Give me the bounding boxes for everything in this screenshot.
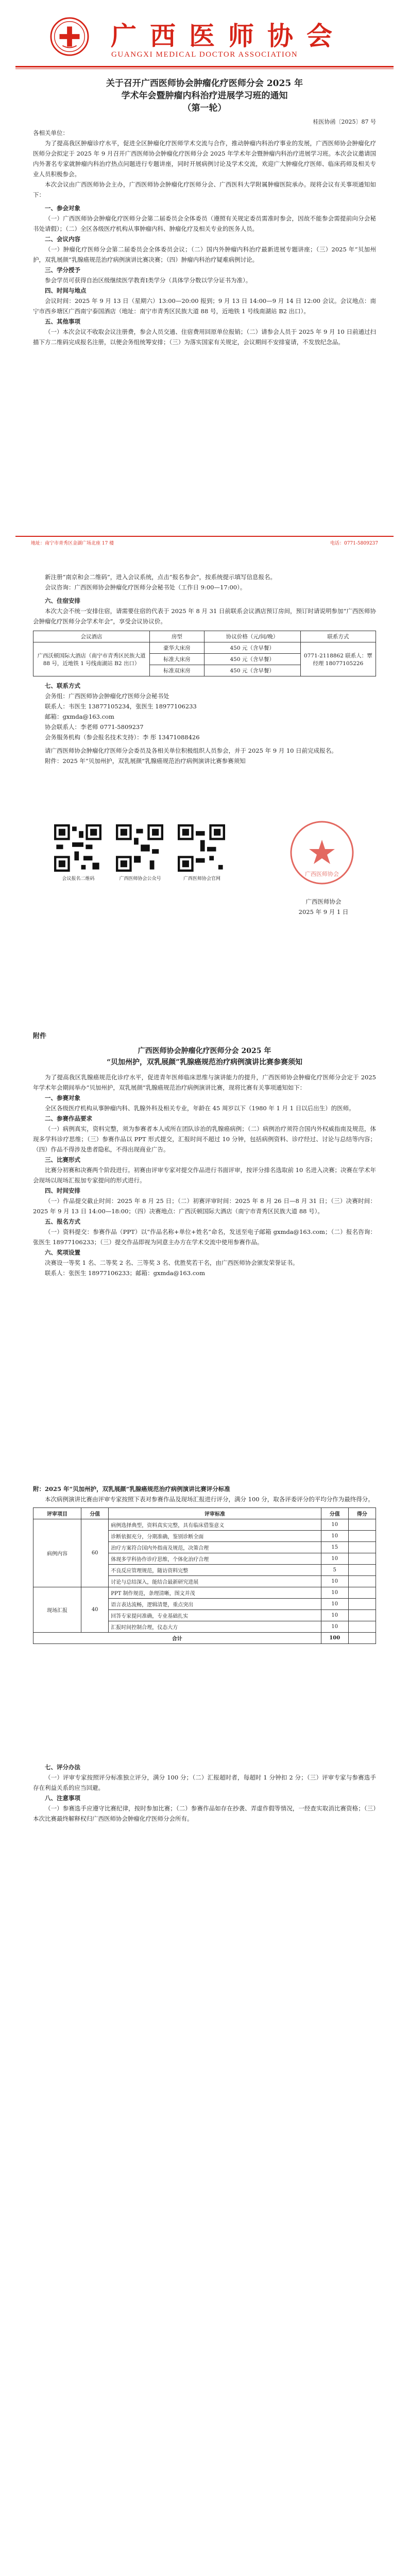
contact-line: 会务组：广西医师协会肿瘤化疗医师分会秘书处 bbox=[45, 692, 169, 700]
rubric-points: 10 bbox=[321, 1610, 348, 1621]
contact-line: 会务服务机构（参会报名技术支持）：李 彤 13471088426 bbox=[45, 734, 200, 741]
rubric-criterion: 治疗方案符合国内外指南及规范，决策合理 bbox=[109, 1542, 321, 1553]
association-logo-icon bbox=[49, 16, 90, 57]
qr-caption: 广西医师协会官网 bbox=[183, 876, 220, 882]
section-heading: 四、时间与地点 bbox=[45, 287, 87, 294]
signature-block bbox=[282, 896, 365, 917]
section-body: 参会学员可获得自治区级继续医学教育Ⅰ类学分（具体学分数以学分证书为准）。 bbox=[45, 277, 252, 284]
footer-phone: 电话：0771-5809237 bbox=[330, 541, 378, 546]
intro-paragraph: 为了提高我区肿瘤诊疗水平，促进全区肿瘤化疗医师学术交流与合作，推动肿瘤内科治疗事业的发展，广西医师协会肿瘤化疗医师分会拟定于 2025 年 9 月召开广西医师协会肿瘤化疗医师分会 2025 年学术年会暨肿瘤内科治疗进展学习班。本次会议邀请国内外著名专家就肿瘤内科治疗热点问题进行专题讲座，同时开展病例讨论及学术交流，欢迎广大肿瘤化疗医师、临床药师及相关专业人员积极参会。 bbox=[33, 140, 376, 178]
rubric-section bbox=[33, 1484, 376, 1644]
rubric-points: 15 bbox=[321, 1542, 348, 1553]
section-body: （一）肿瘤化疗医师分会第二届委员会全体委员会议；（二）国内外肿瘤内科治疗最新进展专题讲座；（三）2025 年“贝加州护，双乳展颜”乳腺癌规范治疗病例演讲比赛决赛；（四）肿瘤内科治疗疑难病例讨论。 bbox=[33, 246, 376, 263]
room-type-cell: 标准双床房 bbox=[150, 665, 204, 676]
rubric-title: 附：2025 年“贝加州护，双乳展颜”乳腺癌规范治疗病例演讲比赛评分标准 bbox=[33, 1485, 230, 1493]
scoring-table bbox=[33, 1507, 376, 1644]
intro-paragraph: 本次会议由广西医师协会主办，广西医师协会肿瘤化疗医师分会、广西医科大学附属肿瘤医院承办。现将会议有关事项通知如下： bbox=[33, 181, 376, 198]
signature-date: 2025 年 9 月 1 日 bbox=[298, 908, 349, 916]
rubric-points: 10 bbox=[321, 1519, 348, 1531]
rubric-criterion: 语言表达流畅，逻辑清楚，重点突出 bbox=[109, 1599, 321, 1610]
rubric-criterion: 不良反应管理规范，随访资料完整 bbox=[109, 1565, 321, 1576]
rules-section bbox=[33, 1762, 376, 1824]
org-name-cn: 广西医师协会 bbox=[111, 21, 346, 51]
rubric-criterion: 回答专家提问准确，专业基础扎实 bbox=[109, 1610, 321, 1621]
notice-continued bbox=[33, 572, 376, 766]
table-header-cell: 联系方式 bbox=[300, 631, 376, 642]
contact-line: 协会联系人：李老师 0771-5809237 bbox=[45, 723, 144, 731]
score-entry-cell[interactable] bbox=[348, 1576, 376, 1587]
org-name-en: GUANGXI MEDICAL DOCTOR ASSOCIATION bbox=[111, 50, 298, 59]
score-entry-cell[interactable] bbox=[348, 1633, 376, 1644]
rubric-points: 5 bbox=[321, 1565, 348, 1576]
salutation: 各相关单位： bbox=[33, 129, 69, 137]
rubric-group-score: 40 bbox=[81, 1587, 109, 1633]
price-cell: 450 元（含早餐） bbox=[204, 642, 300, 654]
section-body: （一）本次会议不收取会议注册费，参会人员交通、住宿费用回原单位报销；（二）请参会人员于 2025 年 9 月 10 日前通过扫描下方二维码完成报名注册，以便会务组统筹安排；（三）为落实国家有关规定，会议期间不安排宴请，不发放纪念品。 bbox=[33, 328, 376, 346]
letterhead-rule bbox=[15, 66, 394, 67]
section-body: （一）广西医师协会肿瘤化疗医师分会第二届委员会全体委员（遵照有关规定委员需准时参会，因故不能参会需提前向分会秘书处请假）；（二）全区各级医疗机构从事肿瘤内科、肿瘤化疗及相关专业的医务人员。 bbox=[33, 215, 376, 232]
table-row bbox=[33, 1587, 376, 1599]
table-header-row bbox=[33, 1508, 376, 1519]
contact-line: 邮箱：gxmda@163.com bbox=[45, 713, 114, 720]
wechat-qr-icon[interactable] bbox=[116, 824, 163, 872]
registration-qr-icon[interactable] bbox=[54, 824, 101, 872]
notice-title-line: 关于召开广西医师协会肿瘤化疗医师分会 2025 年 bbox=[106, 78, 303, 89]
svg-text:广西医师协会: 广西医师协会 bbox=[305, 871, 339, 877]
rubric-group-score: 60 bbox=[81, 1519, 109, 1587]
section-body: 比赛分初赛和决赛两个阶段进行。初赛由评审专家对提交作品进行书面评审，按评分排名选取前 10 名进入决赛；决赛在学术年会现场以现场汇报加专家提问的形式进行。 bbox=[33, 1166, 376, 1184]
score-entry-cell[interactable] bbox=[348, 1519, 376, 1531]
table-header-cell: 协议价格（元/间/晚） bbox=[204, 631, 300, 642]
score-entry-cell[interactable] bbox=[348, 1610, 376, 1621]
price-cell: 450 元（含早餐） bbox=[204, 665, 300, 676]
rubric-criterion: 诊断依据充分，分期准确，鉴别诊断全面 bbox=[109, 1531, 321, 1542]
section-body: （一）资料提交：参赛作品（PPT）以“作品名称+单位+姓名”命名，发送至电子邮箱 gxmda@163.com；（二）报名咨询：张医生 18977106233；（三）提交作品即视为同意主办方在学术交流中使用参赛作品。 bbox=[33, 1228, 376, 1246]
section-heading: 二、会议内容 bbox=[45, 235, 80, 243]
letterhead bbox=[21, 13, 388, 63]
attachment-title-line: “贝加州护，双乳展颜”乳腺癌规范治疗病例演讲比赛参赛须知 bbox=[106, 1058, 303, 1066]
rubric-criterion: 体现多学科协作诊疗思维，个体化治疗合理 bbox=[109, 1553, 321, 1565]
footer-address: 地址：南宁市青秀区金湖广场北座 17 楼 bbox=[31, 541, 114, 546]
attachment-intro: 为了提高我区乳腺癌规范化诊疗水平，促进青年医师临床思维与演讲能力的提升，广西医师协会肿瘤化疗医师分会定于 2025 年学术年会期间举办“贝加州护，双乳展颜”乳腺癌规范治疗病例演讲比赛，现将比赛有关事项通知如下： bbox=[33, 1074, 376, 1091]
rubric-group-name: 现场汇报 bbox=[33, 1587, 81, 1633]
table-header-cell: 评审标准 bbox=[109, 1508, 321, 1519]
section-heading: 五、其他事项 bbox=[45, 318, 80, 325]
contact-line: 联系人：韦医生 13877105234，张医生 18977106233 bbox=[45, 703, 197, 710]
price-cell: 450 元（含早餐） bbox=[204, 654, 300, 665]
section-heading: 三、学分授予 bbox=[45, 266, 80, 274]
section-body: 会议时间：2025 年 9 月 13 日（星期六）13:00—20:00 报到；9 月 13 日 14:00—9 月 14 日 12:00 会议。会议地点：南宁市西乡塘区广西南宁泰国酒店（地址：南宁市青秀区民族大道 88 号，近地铁 1 号线南湖站 B2 出口）。 bbox=[33, 297, 376, 315]
room-type-cell: 标准大床房 bbox=[150, 654, 204, 665]
table-header-cell: 评审项目 bbox=[33, 1508, 81, 1519]
section-body: （一）病例真实，资料完整，须为参赛者本人或所在团队诊治的乳腺癌病例；（二）病例治疗须符合国内外权威指南及规范，体现多学科诊疗思维；（三）参赛作品以 PPT 形式提交，汇报时间不超过 10 分钟，包括病例资料、诊疗经过、讨论与总结等内容；（四）作品不得涉及患者隐私，不得出现商业广告。 bbox=[33, 1125, 376, 1153]
signature-org: 广西医师协会 bbox=[305, 898, 342, 905]
table-total-row bbox=[33, 1633, 376, 1644]
qr-caption: 会议报名二维码 bbox=[62, 876, 95, 882]
section-heading: 八、注意事项 bbox=[45, 1794, 80, 1802]
rubric-points: 10 bbox=[321, 1553, 348, 1565]
consult-paragraph: 会议咨询：广西医师协会肿瘤化疗医师分会秘书处（工作日 9:00—17:00）。 bbox=[45, 584, 246, 591]
section-body: （一）作品提交截止时间：2025 年 8 月 25 日；（二）初赛评审时间：2025 年 8 月 26 日—8 月 31 日；（三）决赛时间：2025 年 9 月 13 日 14:00—18:00；（四）决赛地点：广西沃顿国际大酒店（南宁市青秀区民族大道 88 号）。 bbox=[33, 1197, 376, 1215]
notice-title bbox=[33, 77, 376, 114]
score-entry-cell[interactable] bbox=[348, 1621, 376, 1633]
attachment-title-line: 广西医师协会肿瘤化疗医师分会 2025 年 bbox=[138, 1047, 271, 1055]
notice-title-line: 学术年会暨肿瘤内科治疗进展学习班的通知 bbox=[121, 91, 288, 101]
score-entry-cell[interactable] bbox=[348, 1599, 376, 1610]
section-heading: 二、参赛作品要求 bbox=[45, 1115, 92, 1122]
website-qr-icon[interactable] bbox=[178, 824, 225, 872]
section-heading: 一、参赛对象 bbox=[45, 1094, 80, 1101]
table-header-row bbox=[33, 631, 376, 642]
section-heading: 五、报名方式 bbox=[45, 1218, 80, 1225]
rubric-group-name: 病例内容 bbox=[33, 1519, 81, 1587]
rubric-criterion: 讨论与总结深入，能结合最新研究进展 bbox=[109, 1576, 321, 1587]
section-heading: 三、比赛形式 bbox=[45, 1156, 80, 1163]
association-seal-icon bbox=[288, 819, 355, 886]
section-body: 全区各级医疗机构从事肿瘤内科、乳腺外科及相关专业，年龄在 45 周岁以下（1980 年 1 月 1 日以后出生）的医师。 bbox=[45, 1105, 355, 1112]
rubric-points: 10 bbox=[321, 1587, 348, 1599]
table-header-cell: 得分 bbox=[348, 1508, 376, 1519]
rubric-points: 10 bbox=[321, 1576, 348, 1587]
section-heading: 四、时间安排 bbox=[45, 1187, 80, 1194]
attachment-reference: 附件：2025 年“贝加州护，双乳展颜”乳腺癌规范治疗病例演讲比赛参赛须知 bbox=[45, 757, 246, 765]
hotel-name-cell: 广西沃顿国际大酒店（南宁市青秀区民族大道 88 号，近地铁 1 号线南湖站 B2 出口） bbox=[33, 642, 150, 676]
hotel-table bbox=[33, 631, 376, 676]
score-entry-cell[interactable] bbox=[348, 1553, 376, 1565]
score-entry-cell[interactable] bbox=[348, 1587, 376, 1599]
attachment-contact: 联系人：张医生 18977106233；邮箱：gxmda@163.com bbox=[45, 1269, 205, 1277]
rubric-points: 10 bbox=[321, 1531, 348, 1542]
rubric-points: 10 bbox=[321, 1599, 348, 1610]
notice-title-line: （第一轮） bbox=[182, 103, 227, 113]
rubric-criterion: 病例选择典型，资料真实完整，具有临床借鉴意义 bbox=[109, 1519, 321, 1531]
registration-paragraph: 新注册“南京和会二维码”，进入会议系统，点击“报名参会”，按系统提示填写信息报名。 bbox=[45, 573, 277, 581]
hotel-contact-cell: 0771-2118862 联系人：覃经理 18077105226 bbox=[300, 642, 376, 676]
closing-paragraph: 请广西医师协会肿瘤化疗医师分会委员及各相关单位积极组织人员参会，并于 2025 年 9 月 10 日前完成报名。 bbox=[45, 747, 337, 754]
rubric-criterion: 汇报时间控制合理，仪态大方 bbox=[109, 1621, 321, 1633]
section-heading: 七、评分办法 bbox=[45, 1764, 80, 1771]
score-entry-cell[interactable] bbox=[348, 1565, 376, 1576]
section-body: （一）评审专家按照评分标准独立评分，满分 100 分；（二）汇报超时者，每超时 1 分钟扣 2 分；（三）评审专家与参赛选手存在利益关系的应当回避。 bbox=[33, 1774, 376, 1791]
qr-caption: 广西医师协会公众号 bbox=[119, 876, 161, 882]
table-header-cell: 分值 bbox=[81, 1508, 109, 1519]
section-heading: 六、奖项设置 bbox=[45, 1249, 80, 1256]
section-body: 决赛设一等奖 1 名、二等奖 2 名、三等奖 3 名、优胜奖若干名，由广西医师协会颁发荣誉证书。 bbox=[45, 1259, 299, 1266]
document-number: 桂医协函〔2025〕87 号 bbox=[313, 118, 376, 125]
section-heading: 七、联系方式 bbox=[45, 682, 80, 689]
rubric-points: 10 bbox=[321, 1621, 348, 1633]
table-header-cell: 房型 bbox=[150, 631, 204, 642]
table-header-cell: 会议酒店 bbox=[33, 631, 150, 642]
score-entry-cell[interactable] bbox=[348, 1542, 376, 1553]
total-label: 合计 bbox=[33, 1633, 321, 1644]
table-row bbox=[33, 1519, 376, 1531]
section-body: （一）参赛选手应遵守比赛纪律，按时参加比赛；（二）参赛作品如存在抄袭、弄虚作假等情况，一经查实取消比赛资格；（三）本次比赛最终解释权归广西医师协会肿瘤化疗医师分会所有。 bbox=[33, 1805, 376, 1822]
section-heading: 一、参会对象 bbox=[45, 205, 80, 212]
notice-body bbox=[33, 77, 376, 347]
letterhead-footer bbox=[15, 536, 394, 550]
attachment-title bbox=[33, 1045, 376, 1068]
table-row bbox=[33, 642, 376, 654]
table-header-cell: 分值 bbox=[321, 1508, 348, 1519]
attachment-section bbox=[33, 1030, 376, 1278]
section-heading: 六、住宿安排 bbox=[45, 597, 80, 604]
hotel-intro: 本次大会不统一安排住宿，请需要住宿的代表于 2025 年 8 月 31 日前联系会议酒店预订房间，预订时请说明参加“广西医师协会肿瘤化疗医师分会学术年会”，享受会议协议价。 bbox=[33, 607, 376, 625]
rubric-criterion: PPT 制作规范，条理清晰，图文并茂 bbox=[109, 1587, 321, 1599]
rubric-intro: 本次病例演讲比赛由评审专家按照下表对参赛作品及现场汇报进行评分，满分 100 分，取各评委评分的平均分作为最终得分。 bbox=[45, 1496, 374, 1503]
room-type-cell: 豪华大床房 bbox=[150, 642, 204, 654]
attachment-label: 附件 bbox=[33, 1032, 47, 1040]
total-score: 100 bbox=[321, 1633, 348, 1644]
score-entry-cell[interactable] bbox=[348, 1531, 376, 1542]
